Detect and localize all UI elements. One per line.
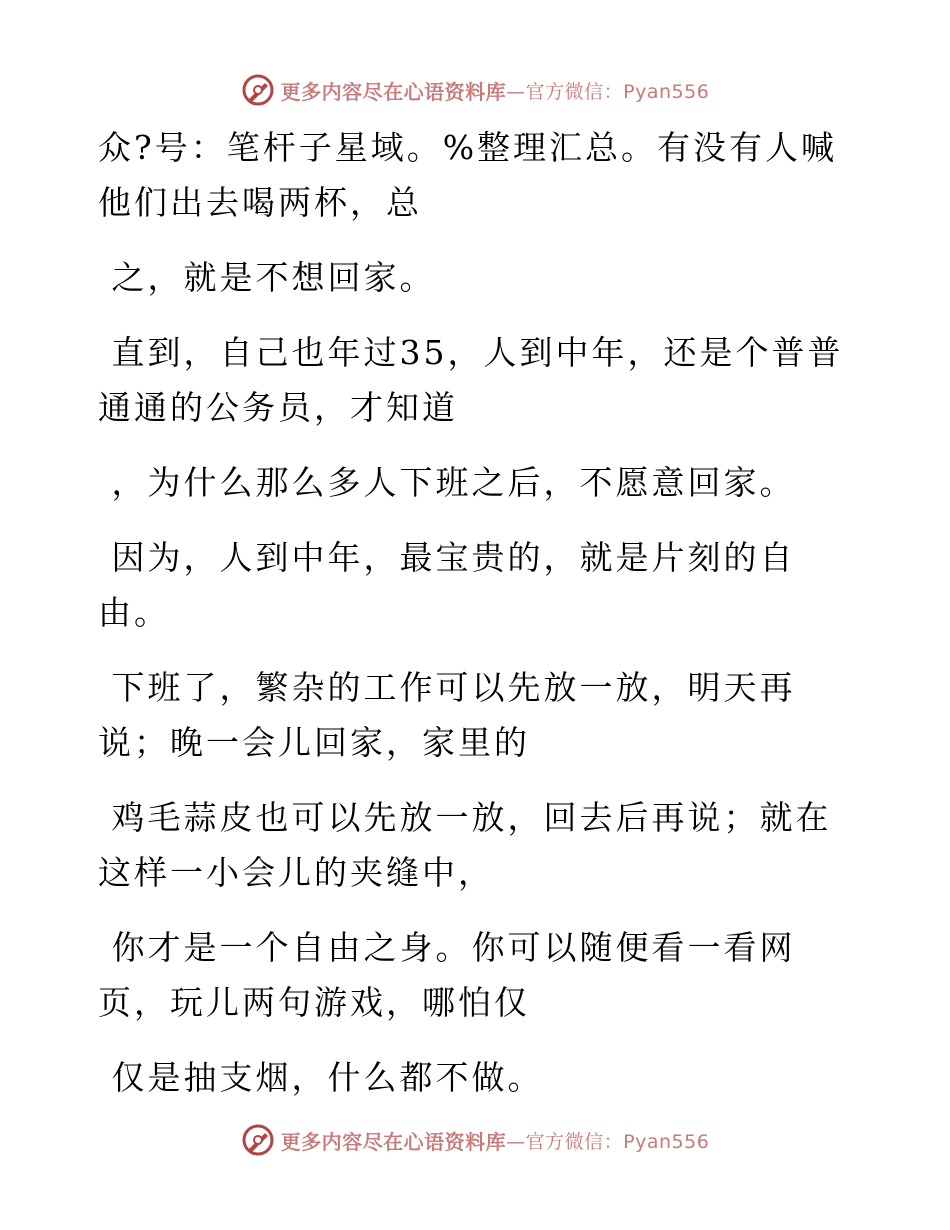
pen-logo-icon xyxy=(241,73,275,107)
paragraph: 你才是一个自由之身。你可以随便看一看网页，玩儿两句游戏，哪怕仅 xyxy=(98,928,796,1022)
paragraph: ，为什么那么多人下班之后，不愿意回家。 xyxy=(98,463,796,502)
paragraph: 下班了，繁杂的工作可以先放一放，明天再说；晚一会儿回家，家里的 xyxy=(98,668,796,762)
paragraph: 因为，人到中年，最宝贵的，就是片刻的自由。 xyxy=(98,538,796,632)
banner-title: 更多内容尽在心语资料库 xyxy=(280,79,507,104)
paragraph: 众?号：笔杆子星域。%整理汇总。有没有人喊他们出去喝两杯，总 xyxy=(98,128,838,222)
banner-contact: —官方微信：Pyan556 xyxy=(506,80,710,103)
header-watermark xyxy=(0,70,950,110)
pen-logo-icon xyxy=(241,1123,275,1157)
paragraph: 直到，自己也年过35，人到中年，还是个普普通通的公务员，才知道 xyxy=(98,333,844,427)
paragraph: 之，就是不想回家。 xyxy=(98,258,436,297)
banner-title: 更多内容尽在心语资料库 xyxy=(280,1129,507,1154)
banner-contact: —官方微信：Pyan556 xyxy=(506,1130,710,1153)
document-body xyxy=(98,120,858,1125)
footer-watermark xyxy=(0,1120,950,1160)
paragraph: 鸡毛蒜皮也可以先放一放，回去后再说；就在这样一小会儿的夹缝中， xyxy=(98,798,832,892)
paragraph: 仅是抽支烟，什么都不做。 xyxy=(98,1058,544,1097)
